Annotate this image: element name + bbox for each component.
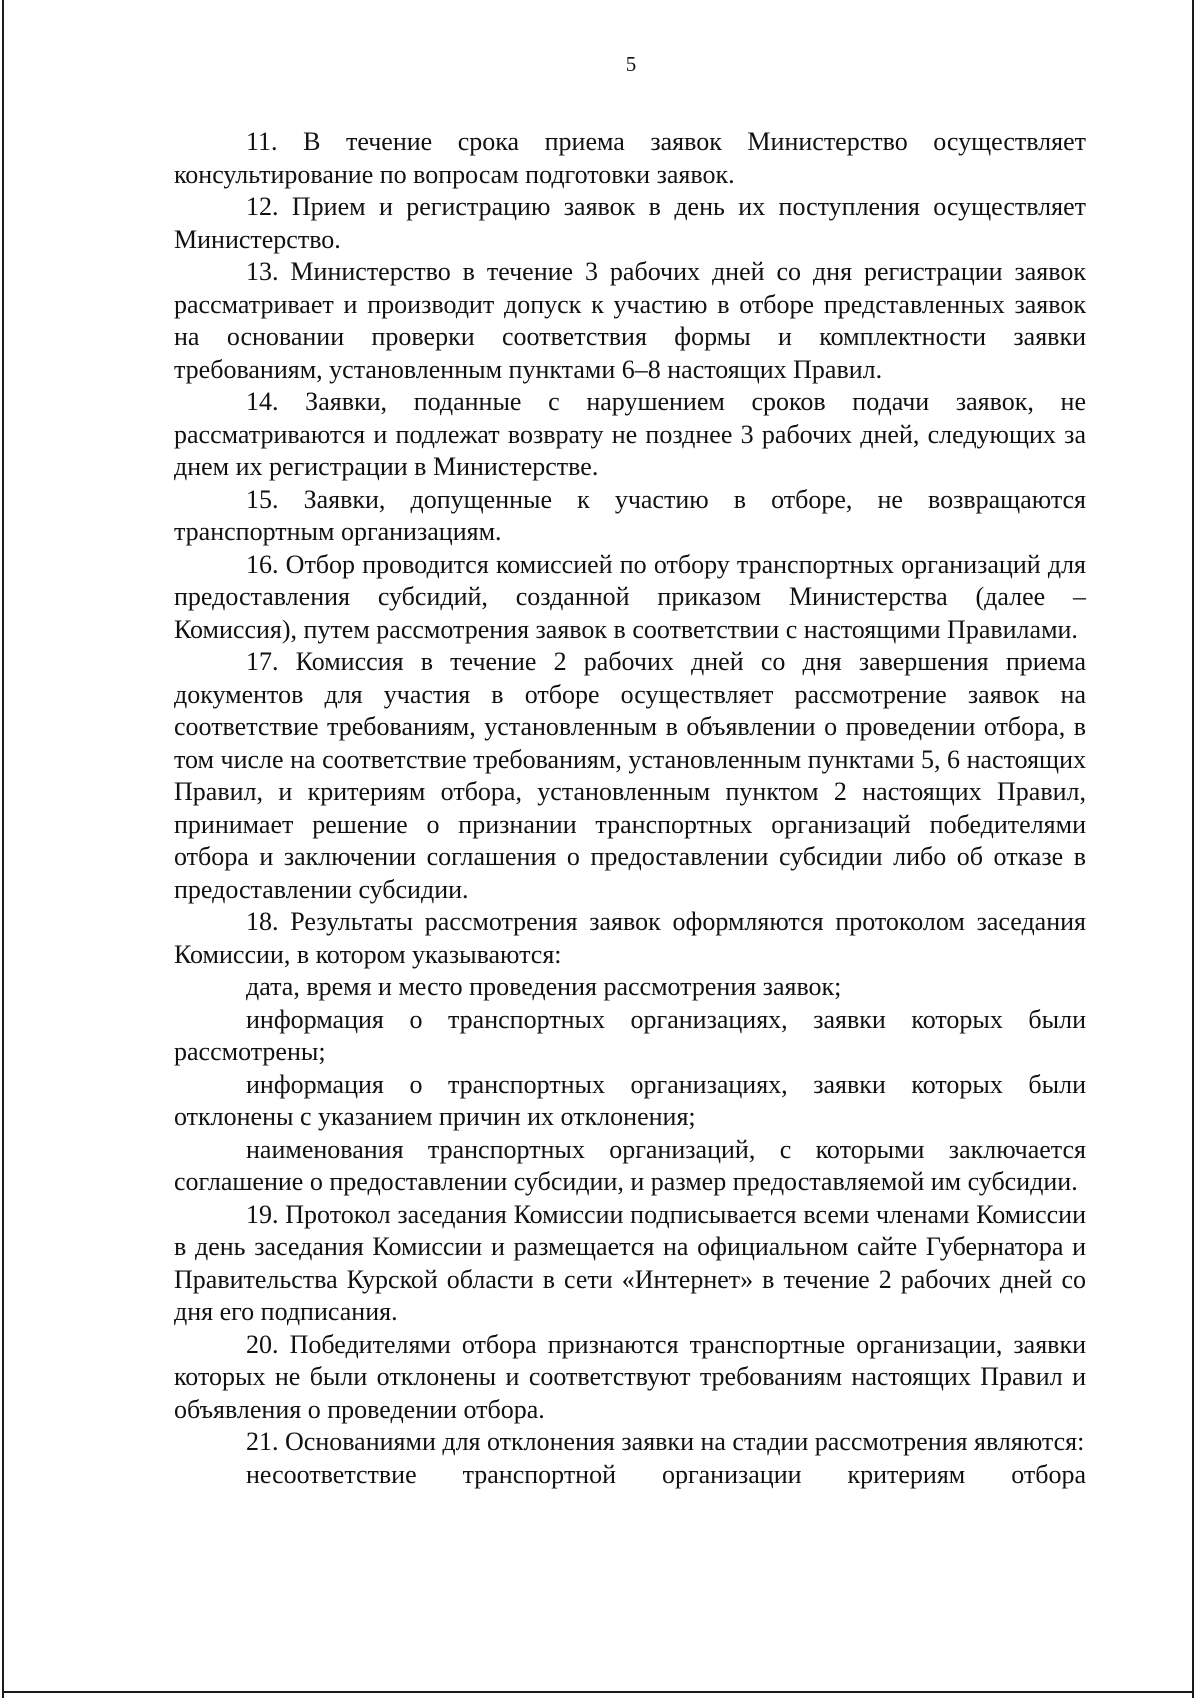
paragraph-20: 20. Победителями отбора признаются транспортные организации, заявки которых не были отклонены и соответствуют требованиям настоящих Правил и объявления о проведении отбора.	[174, 1329, 1086, 1424]
paragraph-21: 21. Основаниями для отклонения заявки на стадии рассмотрения являются:	[246, 1427, 1085, 1456]
paragraph-18: 18. Результаты рассмотрения заявок оформляются протоколом заседания Комиссии, в котором указываются:	[174, 907, 1086, 969]
paragraph-14: 14. Заявки, поданные с нарушением сроков подачи заявок, не рассматриваются и подлежат возврату не позднее 3 рабочих дней, следующих за днем их регистрации в Министерстве.	[174, 387, 1086, 481]
paragraph-18-item-date: дата, время и место проведения рассмотрения заявок;	[246, 972, 842, 1001]
paragraph-12: 12. Прием и регистрацию заявок в день их поступления осуществляет Министерство.	[174, 192, 1086, 254]
paragraph-16: 16. Отбор проводится комиссией по отбору транспортных организаций для предоставления субсидий, созданной приказом Министерства (далее – Комиссия), путем рассмотрения заявок в соответствии с настоящими Правилами.	[174, 549, 1086, 644]
paragraph-11: 11. В течение срока приема заявок Министерство осуществляет консультирование по вопросам подготовки заявок.	[174, 127, 1086, 189]
paragraph-21-item-criteria: несоответствие транспортной организации критериям отбора	[246, 1459, 1086, 1489]
scan-bottom-border	[2, 1691, 1194, 1693]
paragraph-15: 15. Заявки, допущенные к участию в отборе, не возвращаются транспортным организациям.	[174, 484, 1086, 546]
paragraph-18-item-winners: наименования транспортных организаций, с которыми заключается соглашение о предоставлении субсидии, и размер предоставляемой им субсидии.	[174, 1134, 1086, 1196]
paragraph-18-item-reviewed: информация о транспортных организациях, заявки которых были рассмотрены;	[174, 1004, 1086, 1066]
document-body	[174, 126, 1086, 1491]
paragraph-13: 13. Министерство в течение 3 рабочих дней со дня регистрации заявок рассматривает и производит допуск к участию в отборе представленных заявок на основании проверки соответствия формы и комплектности заявки требованиям, установленным пунктами 6–8 настоящих Правил.	[174, 257, 1086, 384]
paragraph-19: 19. Протокол заседания Комиссии подписывается всеми членами Комиссии в день заседания Комиссии и размещается на официальном сайте Губернатора и Правительства Курской области в сети «Интернет» в течение 2 рабочих дней со дня его подписания.	[174, 1199, 1086, 1326]
paragraph-17: 17. Комиссия в течение 2 рабочих дней со дня завершения приема документов для участия в отборе осуществляет рассмотрение заявок на соответствие требованиям, установленным в объявлении о проведении отбора, в том числе на соответствие требованиям, установленным пунктами 5, 6 настоящих Правил, и критериям отбора, установленным пунктом 2 настоящих Правил, принимает решение о признании транспортных организаций победителями отбора и заключении соглашения о предоставлении субсидии либо об отказе в предоставлении субсидии.	[174, 647, 1086, 904]
page-number: 5	[625, 52, 637, 76]
paragraph-18-item-rejected: информация о транспортных организациях, заявки которых были отклонены с указанием причин их отклонения;	[174, 1069, 1086, 1131]
scan-right-border	[1192, 0, 1194, 1698]
scan-left-border	[2, 0, 4, 1698]
